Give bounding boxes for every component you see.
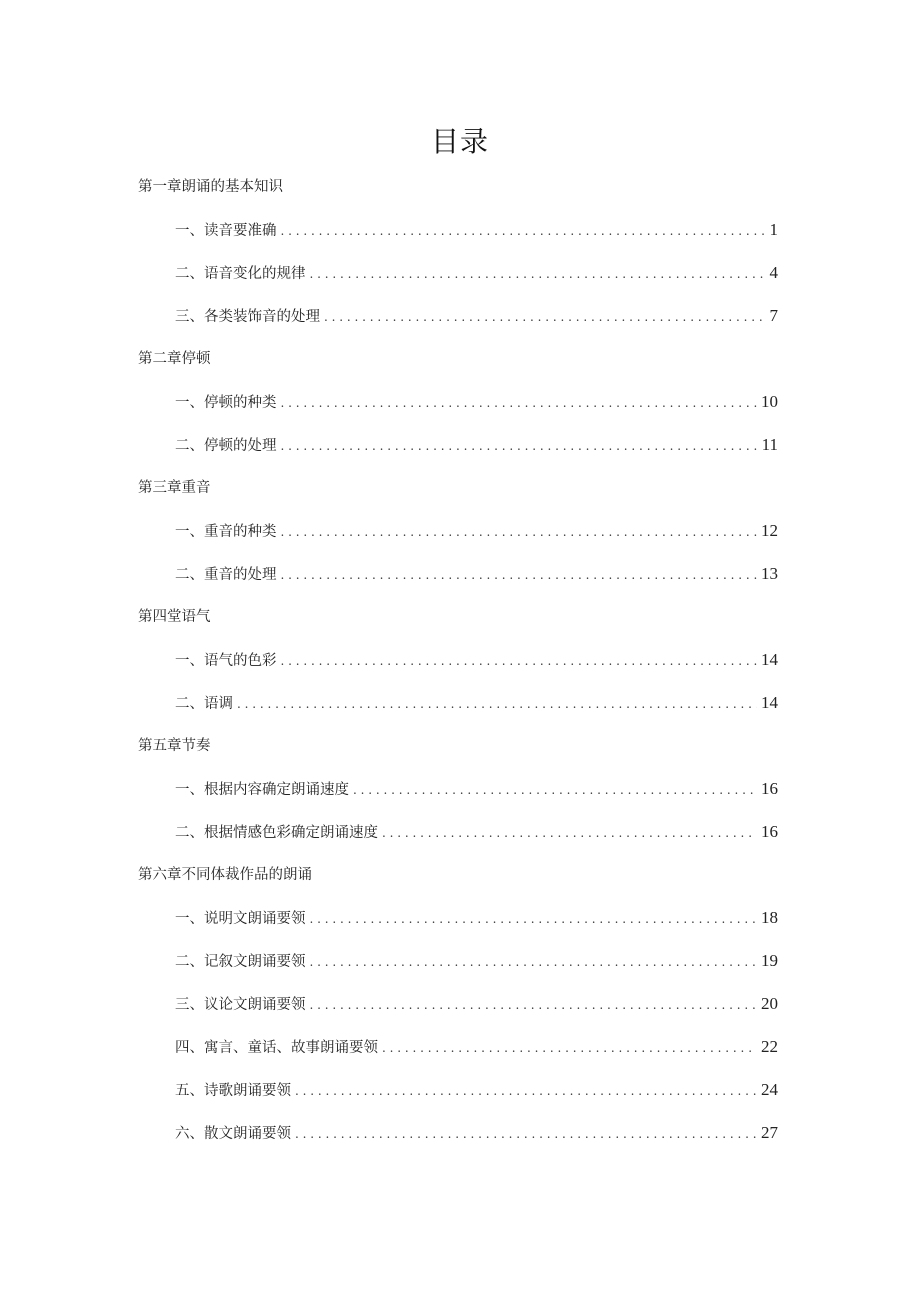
dot-leader [281,388,758,418]
toc-page-number: 1 [769,220,778,239]
toc-chapter-heading[interactable]: 第六章不同体裁作品的朗诵 [138,867,312,883]
toc-chapter-heading[interactable]: 第四堂语气 [138,609,211,625]
toc-entry-label: 二、语调 [175,696,233,712]
dot-leader [310,904,758,934]
toc-entry-label: 一、重音的种类 [175,524,277,540]
toc-entry[interactable] [175,774,778,804]
toc-entry[interactable] [175,688,778,718]
dot-leader [281,560,758,590]
toc-page-number: 18 [761,908,778,927]
toc-page-number: 20 [761,994,778,1013]
toc-entry-label: 一、语气的色彩 [175,653,277,669]
toc-entry[interactable] [175,946,778,976]
toc-page-number: 10 [761,392,778,411]
toc-page-number: 11 [761,435,778,454]
toc-entry-label: 二、停顿的处理 [175,438,277,454]
toc-entry-label: 三、各类装饰音的处理 [175,309,320,325]
page-title: 目录 [430,125,489,158]
toc-page-number: 19 [761,951,778,970]
dot-leader [310,990,758,1020]
toc-entry-label: 一、根据内容确定朗诵速度 [175,782,349,798]
toc-entry[interactable] [175,559,778,589]
dot-leader [281,431,758,461]
toc-chapter-heading[interactable]: 第三章重音 [138,480,211,496]
toc-entry-label: 一、说明文朗诵要领 [175,911,306,927]
toc-entry-label: 六、散文朗诵要领 [175,1126,291,1142]
dot-leader [281,646,758,676]
toc-entry[interactable] [175,817,778,847]
toc-page-number: 27 [761,1123,778,1142]
toc-entry[interactable] [175,1075,778,1105]
toc-chapter-heading[interactable]: 第一章朗诵的基本知识 [138,179,283,195]
toc-entry[interactable] [175,387,778,417]
toc-entry-label: 一、停顿的种类 [175,395,277,411]
dot-leader [310,947,758,977]
toc-entry[interactable] [175,645,778,675]
toc-page-number: 24 [761,1080,778,1099]
toc-entry-label: 二、语音变化的规律 [175,266,306,282]
toc-page-number: 4 [769,263,778,282]
toc-entry[interactable] [175,516,778,546]
toc-chapter-heading[interactable]: 第二章停顿 [138,351,211,367]
dot-leader [353,775,757,805]
toc-page-number: 16 [761,779,778,798]
toc-entry-label: 二、重音的处理 [175,567,277,583]
toc-entry[interactable] [175,258,778,288]
toc-chapter-heading[interactable]: 第五章节奏 [138,738,211,754]
toc-page-number: 16 [761,822,778,841]
toc-entry-label: 二、根据情感色彩确定朗诵速度 [175,825,378,841]
toc-entry-label: 三、议论文朗诵要领 [175,997,306,1013]
toc-entry-label: 四、寓言、童话、故事朗诵要领 [175,1040,378,1056]
toc-page-number: 12 [761,521,778,540]
toc-entry[interactable] [175,903,778,933]
dot-leader [310,259,766,289]
toc-entry[interactable] [175,215,778,245]
toc-page-number: 14 [761,693,778,712]
toc-entry[interactable] [175,1032,778,1062]
toc-entry-label: 五、诗歌朗诵要领 [175,1083,291,1099]
toc-entry-label: 二、记叙文朗诵要领 [175,954,306,970]
toc-page-number: 22 [761,1037,778,1056]
dot-leader [281,517,758,547]
toc-entry-label: 一、读音要准确 [175,223,277,239]
dot-leader [281,216,766,246]
toc-entry[interactable] [175,989,778,1019]
toc-entry[interactable] [175,1118,778,1148]
toc-page-number: 14 [761,650,778,669]
dot-leader [295,1076,757,1106]
dot-leader [237,689,757,719]
dot-leader [324,302,766,332]
dot-leader [382,818,757,848]
toc-entry[interactable] [175,301,778,331]
dot-leader [295,1119,757,1149]
dot-leader [382,1033,757,1063]
toc-page-number: 7 [769,306,778,325]
toc-entry[interactable] [175,430,778,460]
toc-page-number: 13 [761,564,778,583]
